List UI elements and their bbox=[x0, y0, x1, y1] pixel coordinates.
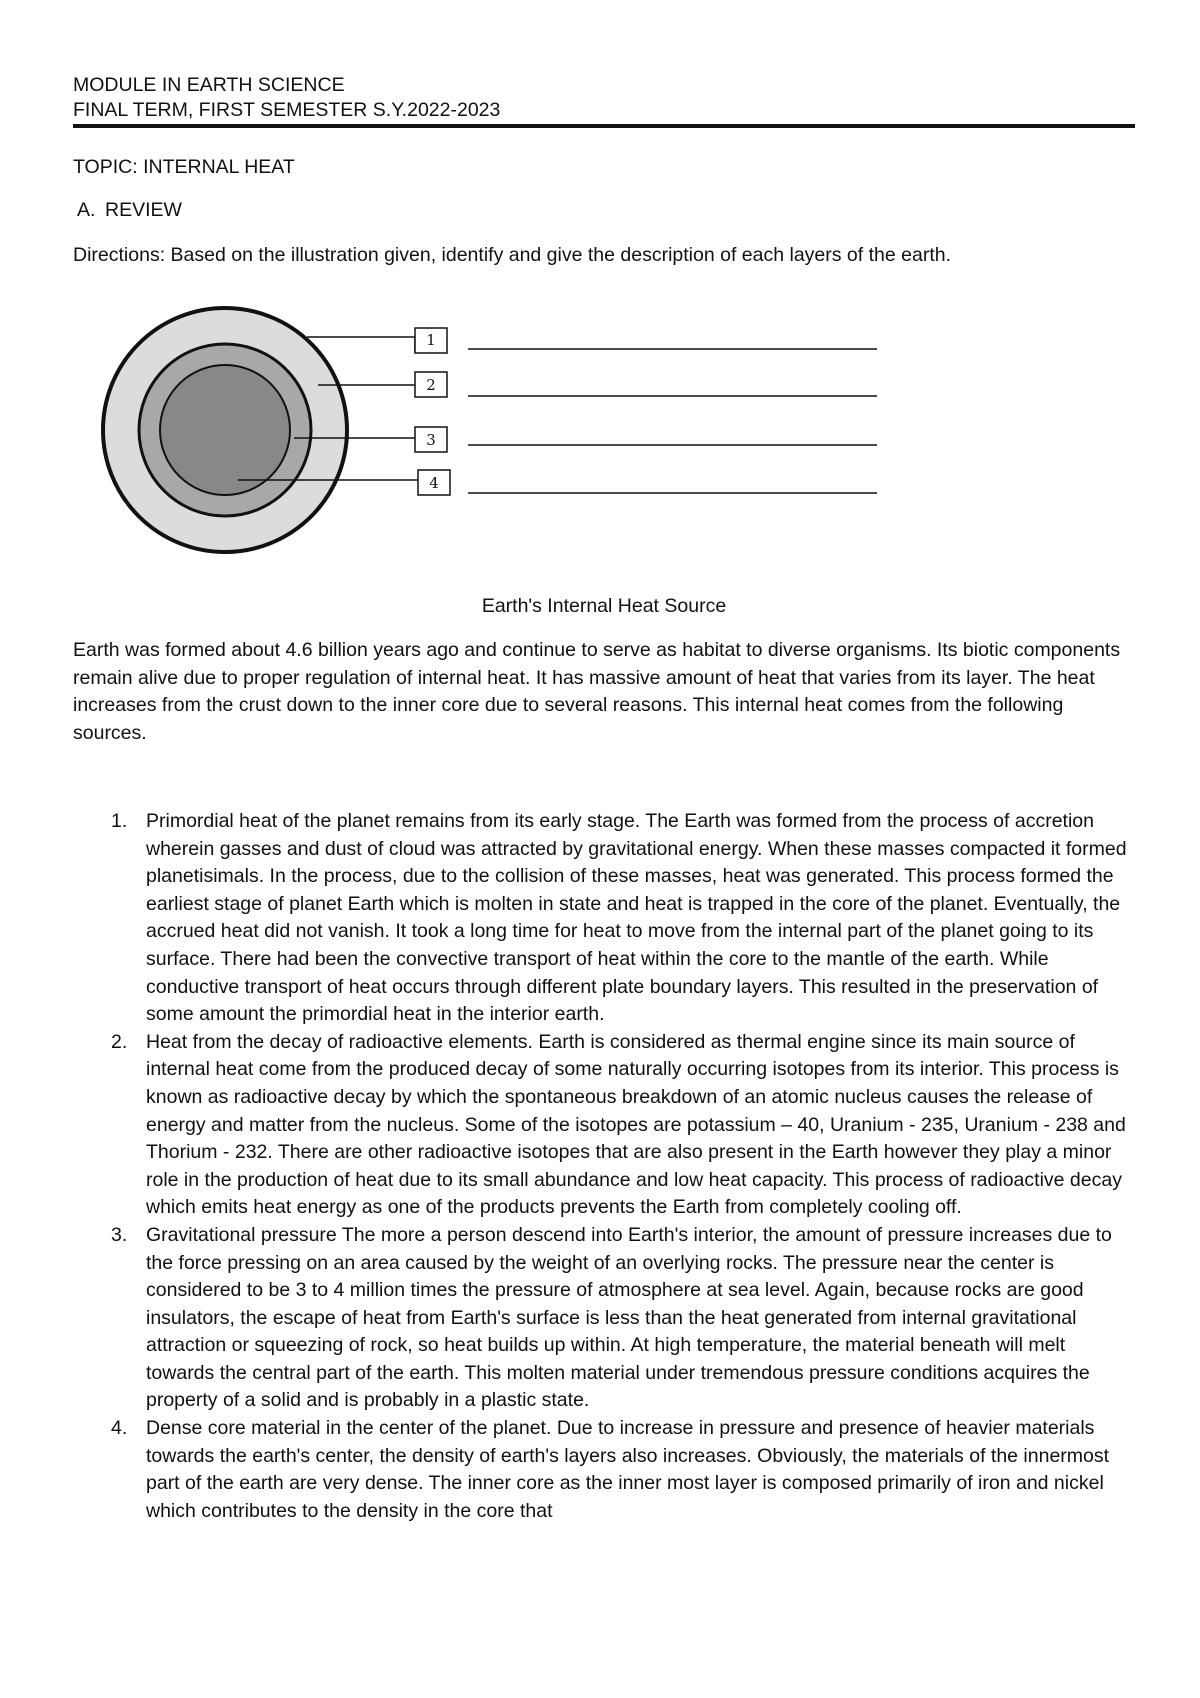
header-rule bbox=[73, 124, 1135, 128]
list-text: Dense core material in the center of the planet. Due to increase in pressure and presence of heavier materials towards the earth's center, the density of earth's layers also increases. Obviously, the materials of the innermost part of the earth are very dense. The inner core as the inner most layer is composed primarily of iron and nickel which contributes to the density in the core that bbox=[146, 1417, 1110, 1522]
core-layer bbox=[160, 365, 290, 495]
section-caption: Earth's Internal Heat Source bbox=[481, 595, 727, 617]
list-text: Primordial heat of the planet remains from its early stage. The Earth was formed from the process of accretion wherein gasses and dust of cloud was attracted by gravitational energy. When these masses compacted it formed planetisimals. In the process, due to the collision of these masses, heat was generated. This process formed the earliest stage of planet Earth which is molten in state and heat is trapped in the core of the planet. Eventually, the accrued heat did not vanish. It took a long time for heat to move from the internal part of the planet going to its surface. There had been the convective transport of heat within the core to the mantle of the earth. While conductive transport of heat occurs through different plate boundary layers. This resulted in the preservation of some amount the primordial heat in the interior earth. bbox=[146, 810, 1127, 1026]
module-title: MODULE IN EARTH SCIENCE bbox=[73, 74, 345, 96]
review-heading bbox=[73, 198, 182, 222]
label-number-4: 4 bbox=[429, 474, 439, 492]
label-number-2: 2 bbox=[426, 376, 436, 394]
term-title: FINAL TERM, FIRST SEMESTER S.Y.2022-2023 bbox=[73, 99, 501, 121]
label-number-3: 3 bbox=[426, 431, 436, 449]
list-text: Heat from the decay of radioactive elements. Earth is considered as thermal engine since its main source of internal heat come from the produced decay of some naturally occurring isotopes from its interior. This process is known as radioactive decay by which the spontaneous breakdown of an atomic nucleus causes the release of energy and matter from the nucleus. Some of the isotopes are potassium – 40, Uranium - 235, Uranium - 238 and Thorium - 232. There are other radioactive isotopes that are also present in the Earth however they play a minor role in the production of heat due to its small abundance and low heat capacity. This process of radioactive decay which emits heat energy as one of the products prevents the Earth from completely cooling off. bbox=[146, 1030, 1126, 1219]
intro-paragraph: Earth was formed about 4.6 billion years ago and continue to serve as habitat to diverse organisms. Its biotic components remain alive due to proper regulation of internal heat. It has massive amount of heat that varies from its layer. The heat increases from the crust down to the inner core due to several reasons. This internal heat comes from the following sources. bbox=[73, 639, 1121, 744]
directions-text: Directions: Based on the illustration given, identify and give the description of each layers of the earth. bbox=[73, 244, 952, 266]
review-letter: A. bbox=[77, 199, 96, 221]
list-item bbox=[73, 1222, 1135, 1415]
list-text: Gravitational pressure The more a person descend into Earth's interior, the amount of pressure increases due to the force pressing on an area caused by the weight of an overlying rocks. The pressure near the center is considered to be 3 to 4 million times the pressure of atmosphere at sea level. Again, because rocks are good insulators, the escape of heat from Earth's surface is less than the heat generated from internal gravitational attraction or squeezing of rock, so heat builds up within. At high temperature, the material beneath will melt towards the central part of the earth. This molten material under tremendous pressure conditions acquires the property of a solid and is probably in a plastic state. bbox=[146, 1223, 1112, 1412]
list-item bbox=[73, 808, 1135, 1029]
list-number: 3. bbox=[111, 1223, 128, 1246]
list-number: 1. bbox=[111, 810, 128, 832]
earth-layers-diagram bbox=[100, 305, 900, 575]
list-number: 2. bbox=[111, 1030, 128, 1053]
list-item bbox=[73, 1029, 1135, 1222]
list-number: 4. bbox=[111, 1417, 128, 1440]
review-label: REVIEW bbox=[105, 199, 182, 221]
topic-heading: TOPIC: INTERNAL HEAT bbox=[73, 156, 295, 178]
heat-sources-list bbox=[73, 808, 1135, 1525]
label-number-1: 1 bbox=[426, 331, 436, 349]
list-item bbox=[73, 1415, 1135, 1525]
